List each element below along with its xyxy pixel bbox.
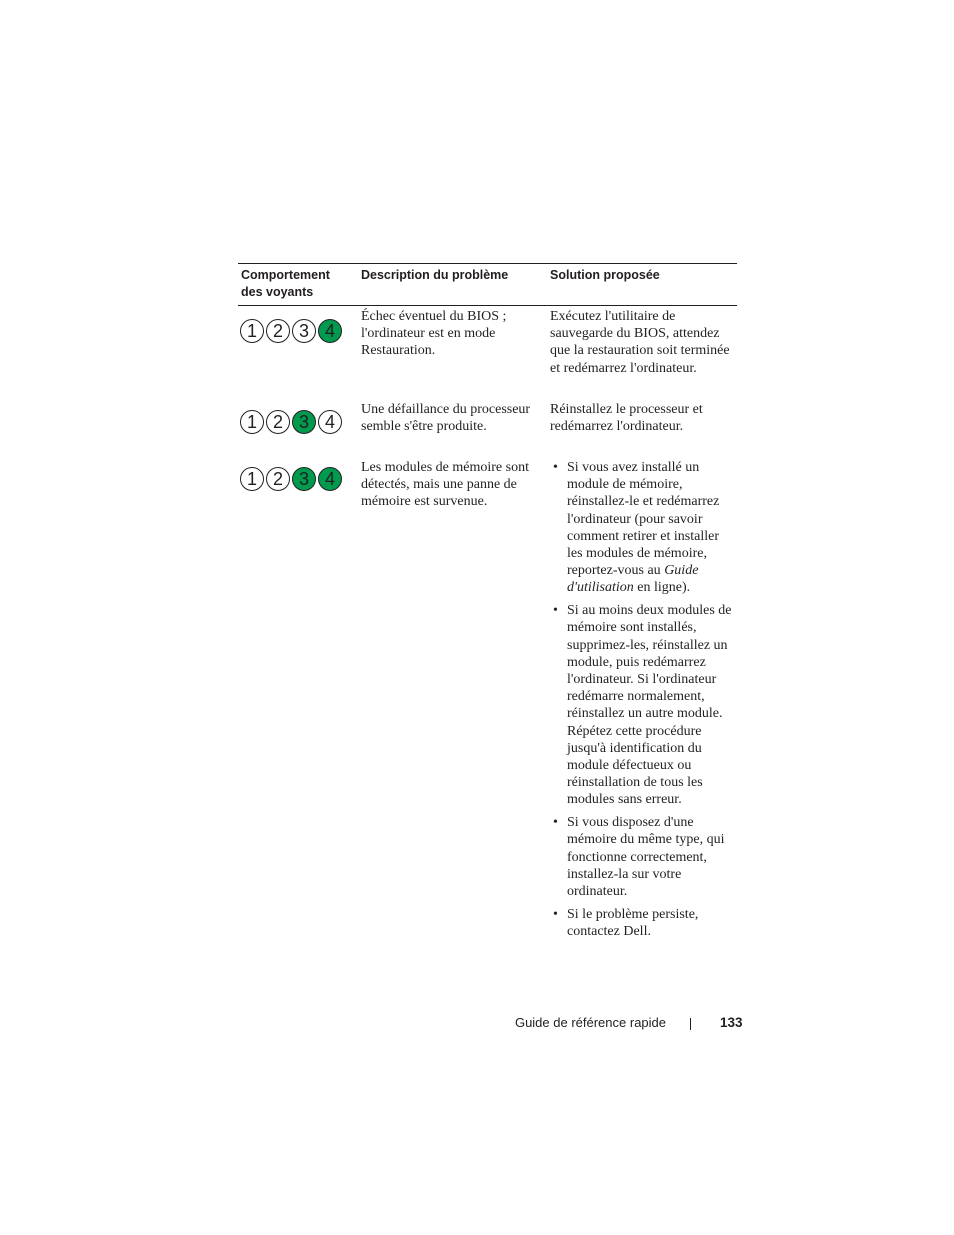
solution-step (550, 459, 737, 597)
diagnostic-light-2: 2 (266, 410, 290, 434)
guide-reference: Guide d'utilisation (567, 563, 699, 596)
page-number: 133 (720, 1015, 743, 1030)
diagnostic-light-1: 1 (240, 319, 264, 343)
diagnostic-light-2: 2 (266, 319, 290, 343)
header-suggested-solution: Solution proposée (550, 268, 660, 282)
suggested-solution (550, 459, 737, 946)
suggested-solution: Exécutez l'utilitaire de sauvegarde du BIOS, attendez que la restauration soit terminée et redémarrez l'ordinateur. (550, 309, 730, 376)
problem-description: Une défaillance du processeur semble s'être produite. (361, 402, 531, 435)
solution-steps-list (550, 459, 737, 940)
diagnostic-light-4: 4 (318, 410, 342, 434)
footer-guide-title: Guide de référence rapide (514, 1015, 666, 1030)
diagnostic-lights (240, 319, 342, 343)
diagnostic-light-2: 2 (266, 467, 290, 491)
diagnostic-lights (240, 410, 342, 434)
diagnostic-light-3: 3 (292, 319, 316, 343)
diagnostic-light-1: 1 (240, 410, 264, 434)
problem-description: Les modules de mémoire sont détectés, mais une panne de mémoire est survenue. (361, 460, 529, 510)
suggested-solution: Réinstallez le processeur et redémarrez l'ordinateur. (550, 402, 703, 435)
diagnostic-light-3: 3 (292, 410, 316, 434)
diagnostic-lights (240, 467, 342, 491)
solution-step: • Si le problème persiste, contactez Dell. (550, 906, 737, 940)
table-header (238, 264, 737, 306)
diagnostic-light-3: 3 (292, 467, 316, 491)
diagnostic-light-4: 4 (318, 319, 342, 343)
header-light-behavior: Comportement des voyants (241, 268, 330, 299)
diagnostic-light-4: 4 (318, 467, 342, 491)
diagnostic-lights-table (238, 263, 737, 940)
solution-step-text: Si vous avez installé un module de mémoire, réinstallez-le et redémarrez l'ordinateur (pour savoir comment retirer et installer les modules de mémoire, reportez-vous au (567, 460, 720, 579)
solution-step: • Si au moins deux modules de mémoire sont installés, supprimez-les, réinstallez un module, puis redémarrez l'ordinateur. Si l'ordinateur redémarre normalement, réinstallez un autre module. Répétez cette procédure jusqu'à identification du module défectueux ou réinstallation de tous les modules sans erreur. (550, 602, 737, 808)
solution-step: • Si vous disposez d'une mémoire du même type, qui fonctionne correctement, installez-la sur votre ordinateur. (550, 814, 737, 900)
diagnostic-light-1: 1 (240, 467, 264, 491)
header-problem-description: Description du problème (361, 268, 509, 282)
solution-step-text-end: en ligne). (633, 580, 691, 596)
problem-description: Échec éventuel du BIOS ; l'ordinateur est en mode Restauration. (361, 309, 507, 359)
footer-divider (690, 1018, 691, 1030)
page-footer (0, 1015, 954, 1035)
